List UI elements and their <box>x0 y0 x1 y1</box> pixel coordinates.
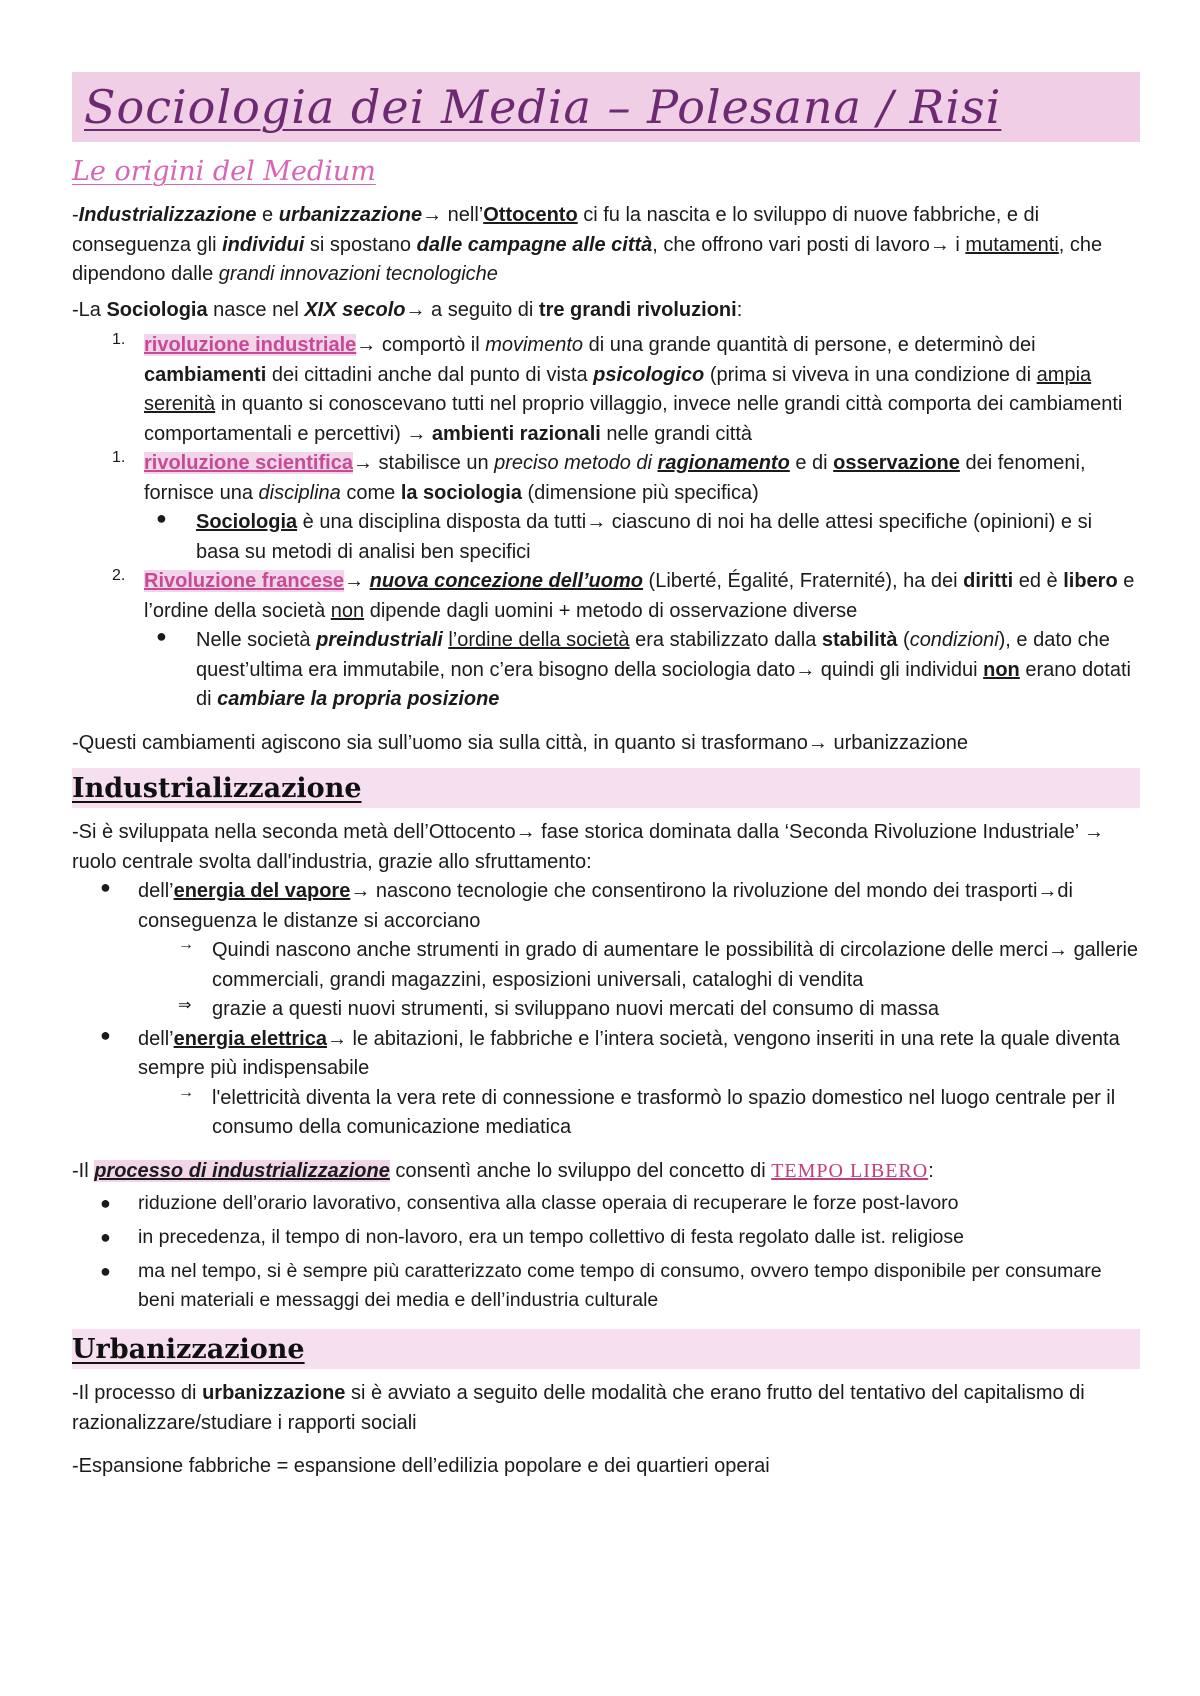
text: di una grande quantità di persone, e determinò dei <box>583 334 1036 356</box>
term-ragionamento: ragionamento <box>657 452 790 474</box>
term-nuova-concezione: nuova concezione dell’uomo <box>369 570 643 592</box>
term-urbanizzazione: urbanizzazione <box>202 1382 346 1404</box>
term-cambiare-posizione: cambiare la propria posizione <box>217 688 500 710</box>
text: riduzione dell’orario lavorativo, consentiva alla classe operaia di recuperare le forze post-lavoro <box>138 1192 959 1214</box>
term-individui: individui <box>222 233 305 256</box>
section-bar-industrializzazione <box>72 768 1140 808</box>
term-ambienti-razionali: ambienti razionali <box>431 422 601 445</box>
text: grazie a questi nuovi strumenti, si sviluppano nuovi mercati del consumo di massa <box>212 998 940 1020</box>
term-non: non <box>983 658 1020 681</box>
bullet-icon: ● <box>156 626 167 646</box>
text: nasce nel <box>207 298 305 321</box>
text: dei cittadini anche dal punto di vista <box>266 363 594 386</box>
section-heading-urbanizzazione: Urbanizzazione <box>72 1333 305 1365</box>
term-diritti: diritti <box>963 570 1014 592</box>
text: (prima si viveva in una condizione di <box>704 363 1037 386</box>
text: -La <box>72 298 107 321</box>
term-dalle-campagne: dalle campagne alle città <box>416 233 653 256</box>
text: -Il processo di <box>72 1382 203 1404</box>
text: è una disciplina disposta da tutti→ ciascuno di noi ha delle attesi specifiche (opinioni) e si basa su metodi di analisi ben specifici <box>196 511 1093 563</box>
document-page <box>72 72 1140 1482</box>
arrow-icon: → <box>178 1083 194 1101</box>
text: a seguito di <box>425 298 539 321</box>
term-industrializzazione: Industrializzazione <box>78 204 257 226</box>
urbanizzazione-paragraph-2: -Espansione fabbriche = espansione dell’edilizia popolare e dei quartieri operai <box>72 1455 770 1477</box>
term-mutamenti: mutamenti <box>965 233 1059 256</box>
text: ci fu la nascita e lo sviluppo di nuove fabbriche, e di conseguenza gli <box>72 204 1040 256</box>
term-preciso-metodo: preciso metodo di <box>494 452 658 474</box>
text: dell’ <box>138 880 174 902</box>
link-rivoluzione-scientifica[interactable]: rivoluzione scientifica <box>144 452 353 474</box>
bullet-icon: ● <box>100 1227 111 1247</box>
text: (dimensione più specifica) <box>521 481 759 504</box>
conclusion-paragraph: -Questi cambiamenti agiscono sia sull’uomo sia sulla città, in quanto si trasformano→ urbanizzazione <box>72 731 968 754</box>
term-stabilita: stabilità <box>821 629 898 651</box>
bullet-icon: ● <box>156 508 167 528</box>
term-non: non <box>330 599 365 622</box>
term-tre-rivoluzioni: tre grandi rivoluzioni <box>538 298 737 321</box>
text: → nascono tecnologie che consentirono la rivoluzione del mondo dei trasporti→di conseguenza le distanze si accorciano <box>138 880 1073 932</box>
double-arrow-icon: ⇒ <box>178 997 192 1014</box>
text: si spostano <box>304 233 417 256</box>
text: → stabilisce un <box>352 452 495 474</box>
text: ( <box>897 629 910 651</box>
term-preindustriali: preindustriali <box>316 629 443 651</box>
text: - <box>72 204 79 226</box>
text: : <box>736 298 743 321</box>
term-energia-elettrica: energia elettrica <box>173 1027 327 1050</box>
industrializzazione-paragraph-2 <box>72 1157 1140 1187</box>
text: era stabilizzato dalla <box>629 629 822 651</box>
list-item-rivoluzione-scientifica <box>72 449 1140 508</box>
term-disciplina: disciplina <box>258 481 341 504</box>
link-rivoluzione-francese[interactable]: Rivoluzione francese <box>144 570 345 592</box>
term-movimento: movimento <box>485 334 584 356</box>
term-ottocento: Ottocento <box>483 204 578 226</box>
text: → comportò il <box>356 334 486 356</box>
list-item-rivoluzione-francese <box>72 567 1140 626</box>
term-cambiamenti: cambiamenti <box>144 363 267 386</box>
industrializzazione-paragraph-1: -Si è sviluppata nella seconda metà dell’Ottocento→ fase storica dominata dalla ‘Seconda Rivoluzione Industriale’ → ruolo centrale svolta dall'industria, grazie allo sfruttamento: <box>72 821 1105 873</box>
text: (Liberté, Égalité, Fraternité), ha dei <box>643 570 964 592</box>
bullet-icon: ● <box>100 1024 111 1045</box>
term-xix-secolo: XIX secolo→ <box>304 298 426 321</box>
text: si è avviato a seguito delle modalità che erano frutto del tentativo del capitalismo di razionalizzare/studiare i rapporti sociali <box>72 1382 1085 1434</box>
text: → <box>344 570 370 592</box>
text: → le abitazioni, le fabbriche e l’intera società, vengono inseriti in una rete la quale diventa sempre più indispensabile <box>138 1027 1120 1079</box>
term-condizioni: condizioni <box>909 629 999 651</box>
arrow-item-strumenti <box>72 936 1140 995</box>
text: consentì anche lo sviluppo del concetto di <box>389 1159 772 1182</box>
text: e <box>256 204 279 226</box>
section-bar-urbanizzazione <box>72 1329 1140 1369</box>
text: dei fenomeni, fornisce una <box>144 452 1086 504</box>
bullet-tempo-libero-1 <box>72 1186 1140 1220</box>
term-libero: libero <box>1063 570 1118 592</box>
text: in precedenza, il tempo di non-lavoro, era un tempo collettivo di festa regolato dalle ist. religiose <box>138 1226 964 1248</box>
section-heading-industrializzazione: Industrializzazione <box>72 772 362 804</box>
text: -Il <box>72 1159 95 1182</box>
text: ed è <box>1013 570 1064 592</box>
list-number: 1. <box>112 331 126 348</box>
term-urbanizzazione: urbanizzazione→ <box>278 204 443 226</box>
text: , che dipendono dalle <box>72 233 1103 285</box>
urbanizzazione-paragraph-1 <box>72 1379 1140 1438</box>
sub-bullet-sociologia <box>72 508 1140 567</box>
bullet-icon: ● <box>100 877 111 897</box>
text: : <box>928 1159 934 1182</box>
term-energia-vapore: energia del vapore <box>173 880 351 902</box>
bullet-icon: ● <box>100 1261 111 1281</box>
text: come <box>340 481 401 504</box>
arrow-item-elettricita <box>72 1084 1140 1143</box>
term-la-sociologia: la sociologia <box>400 481 522 504</box>
bullet-tempo-libero-3 <box>72 1254 1140 1315</box>
list-number: 2. <box>112 567 126 584</box>
title-bar <box>72 72 1140 142</box>
term-sociologia: Sociologia <box>106 298 208 321</box>
term-psicologico: psicologico <box>593 363 705 386</box>
term-processo-industrializzazione: processo di industrializzazione <box>94 1159 390 1182</box>
sub-bullet-preindustriali <box>72 626 1140 715</box>
subtitle: Le origini del Medium <box>72 156 376 187</box>
bullet-energia-vapore <box>72 877 1140 936</box>
text: l'elettricità diventa la vera rete di connessione e trasformò lo spazio domestico nel luogo centrale per il consumo della comunicazione mediatica <box>212 1086 1116 1138</box>
bullet-energia-elettrica <box>72 1025 1140 1084</box>
arrow-item-mercati <box>72 995 1140 1025</box>
list-number: 1. <box>112 449 126 466</box>
arrow-icon: → <box>178 936 194 953</box>
list-item-rivoluzione-industriale <box>72 331 1140 449</box>
text: ma nel tempo, si è sempre più caratterizzato come tempo di consumo, ovvero tempo disponibile per consumare beni materiali e messaggi dei media e dell’industria culturale <box>138 1260 1102 1311</box>
text: dell’ <box>138 1027 174 1050</box>
term-ampia-serenita: ampia serenità <box>144 363 1092 415</box>
term-ordine-societa: l’ordine della società <box>448 629 630 651</box>
text: dipende dagli uomini + metodo di osservazione diverse <box>364 599 858 622</box>
term-osservazione: osservazione <box>833 452 960 474</box>
bullet-tempo-libero-2 <box>72 1220 1140 1254</box>
text: nelle grandi città <box>600 422 753 445</box>
link-tempo-libero[interactable]: TEMPO LIBERO <box>771 1159 929 1182</box>
text: erano dotati di <box>196 658 1131 710</box>
text: nell’ <box>442 204 484 226</box>
text: e l’ordine della società <box>144 570 1135 622</box>
term-sociologia: Sociologia <box>196 511 298 533</box>
text: , che offrono vari posti di lavoro→ i <box>652 233 966 256</box>
link-rivoluzione-industriale[interactable]: rivoluzione industriale <box>144 334 357 356</box>
bullet-icon: ● <box>100 1193 111 1213</box>
document-title: Sociologia dei Media – Polesana / Risi <box>84 80 1002 134</box>
text: e di <box>789 452 834 474</box>
intro-paragraph-2 <box>72 296 1140 326</box>
text: ), e dato che quest’ultima era immutabile, non c’era bisogno della sociologia dato→ quindi gli individui <box>196 629 1110 681</box>
text: Quindi nascono anche strumenti in grado di aumentare le possibilità di circolazione delle merci→ gallerie commerciali, grandi magazzini, esposizioni universali, cataloghi di vendita <box>212 939 1139 991</box>
text: Nelle società <box>196 629 317 651</box>
text: in quanto si conoscevano tutti nel proprio villaggio, invece nelle grandi città comporta dei cambiamenti comportamentali e percettivi) → <box>144 393 1123 445</box>
intro-paragraph-1 <box>72 201 1140 290</box>
term-grandi-innovazioni: grandi innovazioni tecnologiche <box>218 263 498 285</box>
